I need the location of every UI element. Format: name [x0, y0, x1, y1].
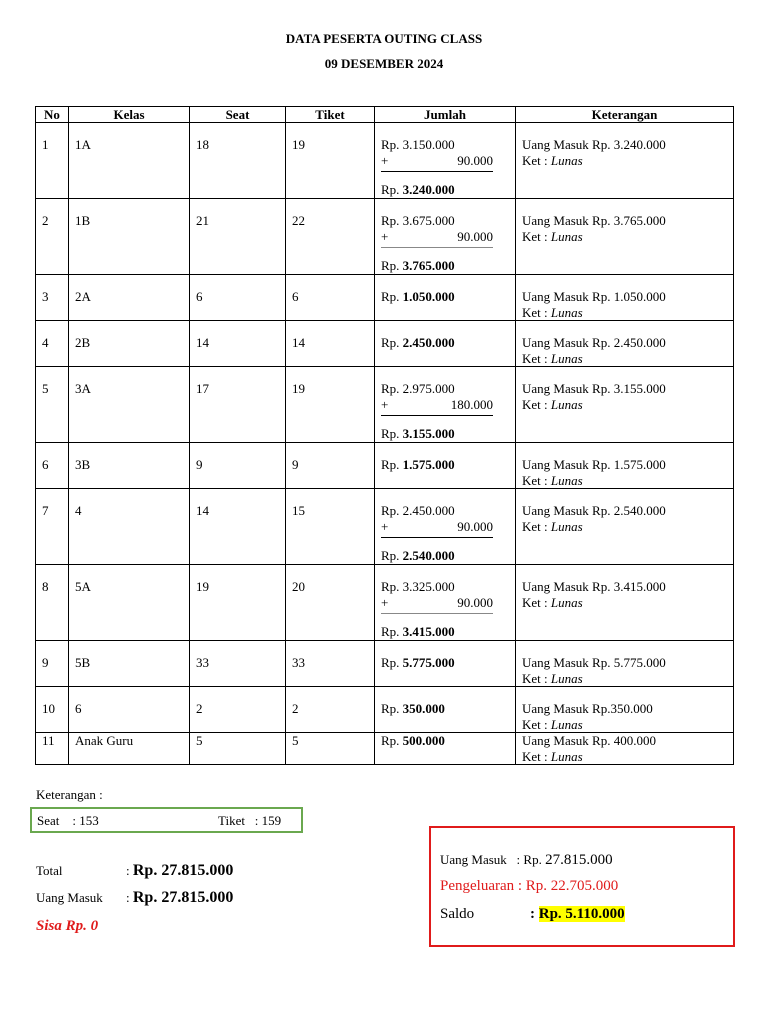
finance-uang-masuk: Uang Masuk : Rp. 27.815.000 — [440, 852, 613, 868]
cell-no: 8 — [36, 565, 69, 641]
cell-keterangan: Uang Masuk Rp. 3.155.000 Ket : Lunas — [516, 367, 734, 443]
sum-rule — [381, 613, 493, 614]
cell-kelas: 5B — [69, 641, 190, 687]
finance-saldo: Saldo : Rp. 5.110.000 — [440, 906, 625, 922]
column-header: Tiket — [286, 107, 375, 123]
table-header-row — [36, 107, 734, 123]
table-row — [36, 321, 734, 367]
cell-kelas: Anak Guru — [69, 733, 190, 765]
cell-jumlah: Rp. 2.975.000 + 180.000 Rp. 3.155.000 — [375, 367, 516, 443]
cell-keterangan: Uang Masuk Rp. 5.775.000 Ket : Lunas — [516, 641, 734, 687]
table-row — [36, 733, 734, 765]
column-header: Jumlah — [375, 107, 516, 123]
uang-masuk-value: Rp. 27.815.000 — [132, 889, 234, 906]
cell-jumlah: Rp. 350.000 — [375, 687, 516, 733]
cell-tiket: 22 — [286, 199, 375, 275]
cell-tiket: 2 — [286, 687, 375, 733]
saldo-highlight: Rp. 5.110.000 — [538, 906, 625, 922]
cell-no: 11 — [36, 733, 69, 765]
cell-jumlah: Rp. 1.050.000 — [375, 275, 516, 321]
cell-tiket: 14 — [286, 321, 375, 367]
cell-no: 7 — [36, 489, 69, 565]
total-row: Total : Rp. 27.815.000 — [36, 862, 234, 879]
cell-kelas: 1A — [69, 123, 190, 199]
total-value: Rp. 27.815.000 — [132, 862, 234, 879]
table-row — [36, 123, 734, 199]
cell-jumlah: Rp. 3.150.000 + 90.000 Rp. 3.240.000 — [375, 123, 516, 199]
cell-keterangan: Uang Masuk Rp. 2.450.000 Ket : Lunas — [516, 321, 734, 367]
seat-summary: Seat : 153 — [37, 813, 99, 828]
cell-seat: 9 — [190, 443, 286, 489]
cell-no: 4 — [36, 321, 69, 367]
sisa-text: Sisa Rp. 0 — [36, 918, 99, 934]
finance-summary-box — [429, 826, 735, 947]
cell-no: 3 — [36, 275, 69, 321]
cell-keterangan: Uang Masuk Rp. 3.240.000 Ket : Lunas — [516, 123, 734, 199]
participants-table — [35, 106, 734, 765]
seat-ticket-summary-box — [30, 807, 303, 833]
cell-seat: 18 — [190, 123, 286, 199]
cell-seat: 33 — [190, 641, 286, 687]
table-row — [36, 367, 734, 443]
cell-tiket: 33 — [286, 641, 375, 687]
table-row — [36, 641, 734, 687]
cell-keterangan: Uang Masuk Rp. 400.000 Ket : Lunas — [516, 733, 734, 765]
cell-seat: 5 — [190, 733, 286, 765]
cell-seat: 19 — [190, 565, 286, 641]
table-row — [36, 443, 734, 489]
table-row — [36, 565, 734, 641]
cell-tiket: 19 — [286, 123, 375, 199]
cell-keterangan: Uang Masuk Rp.350.000 Ket : Lunas — [516, 687, 734, 733]
cell-tiket: 19 — [286, 367, 375, 443]
column-header: Kelas — [69, 107, 190, 123]
cell-keterangan: Uang Masuk Rp. 1.050.000 Ket : Lunas — [516, 275, 734, 321]
cell-kelas: 2A — [69, 275, 190, 321]
sum-rule — [381, 415, 493, 416]
cell-jumlah: Rp. 500.000 — [375, 733, 516, 765]
cell-keterangan: Uang Masuk Rp. 3.415.000 Ket : Lunas — [516, 565, 734, 641]
cell-no: 6 — [36, 443, 69, 489]
cell-keterangan: Uang Masuk Rp. 3.765.000 Ket : Lunas — [516, 199, 734, 275]
table-row — [36, 199, 734, 275]
cell-keterangan: Uang Masuk Rp. 2.540.000 Ket : Lunas — [516, 489, 734, 565]
cell-jumlah: Rp. 5.775.000 — [375, 641, 516, 687]
column-header: Keterangan — [516, 107, 734, 123]
cell-jumlah: Rp. 2.450.000 + 90.000 Rp. 2.540.000 — [375, 489, 516, 565]
finance-pengeluaran: Pengeluaran : Rp. 22.705.000 — [440, 878, 619, 894]
cell-no: 1 — [36, 123, 69, 199]
cell-seat: 6 — [190, 275, 286, 321]
table-row — [36, 275, 734, 321]
cell-no: 10 — [36, 687, 69, 733]
cell-no: 5 — [36, 367, 69, 443]
document-date: 09 DESEMBER 2024 — [324, 56, 444, 71]
column-header: Seat — [190, 107, 286, 123]
cell-kelas: 1B — [69, 199, 190, 275]
cell-tiket: 5 — [286, 733, 375, 765]
cell-kelas: 6 — [69, 687, 190, 733]
cell-keterangan: Uang Masuk Rp. 1.575.000 Ket : Lunas — [516, 443, 734, 489]
cell-jumlah: Rp. 2.450.000 — [375, 321, 516, 367]
cell-kelas: 3B — [69, 443, 190, 489]
cell-seat: 17 — [190, 367, 286, 443]
cell-jumlah: Rp. 3.325.000 + 90.000 Rp. 3.415.000 — [375, 565, 516, 641]
cell-no: 9 — [36, 641, 69, 687]
cell-seat: 14 — [190, 321, 286, 367]
cell-tiket: 6 — [286, 275, 375, 321]
cell-jumlah: Rp. 1.575.000 — [375, 443, 516, 489]
cell-kelas: 2B — [69, 321, 190, 367]
column-header: No — [36, 107, 69, 123]
cell-tiket: 15 — [286, 489, 375, 565]
cell-seat: 14 — [190, 489, 286, 565]
table-row — [36, 687, 734, 733]
document-title: DATA PESERTA OUTING CLASS — [285, 31, 483, 46]
cell-seat: 21 — [190, 199, 286, 275]
cell-no: 2 — [36, 199, 69, 275]
cell-kelas: 3A — [69, 367, 190, 443]
sum-rule — [381, 171, 493, 172]
cell-kelas: 4 — [69, 489, 190, 565]
tiket-summary: Tiket : 159 — [218, 813, 282, 828]
cell-jumlah: Rp. 3.675.000 + 90.000 Rp. 3.765.000 — [375, 199, 516, 275]
cell-kelas: 5A — [69, 565, 190, 641]
cell-seat: 2 — [190, 687, 286, 733]
uang-masuk-row: Uang Masuk : Rp. 27.815.000 — [36, 889, 234, 906]
keterangan-label: Keterangan : — [36, 787, 103, 802]
sum-rule — [381, 247, 493, 248]
cell-tiket: 20 — [286, 565, 375, 641]
sum-rule — [381, 537, 493, 538]
table-row — [36, 489, 734, 565]
cell-tiket: 9 — [286, 443, 375, 489]
